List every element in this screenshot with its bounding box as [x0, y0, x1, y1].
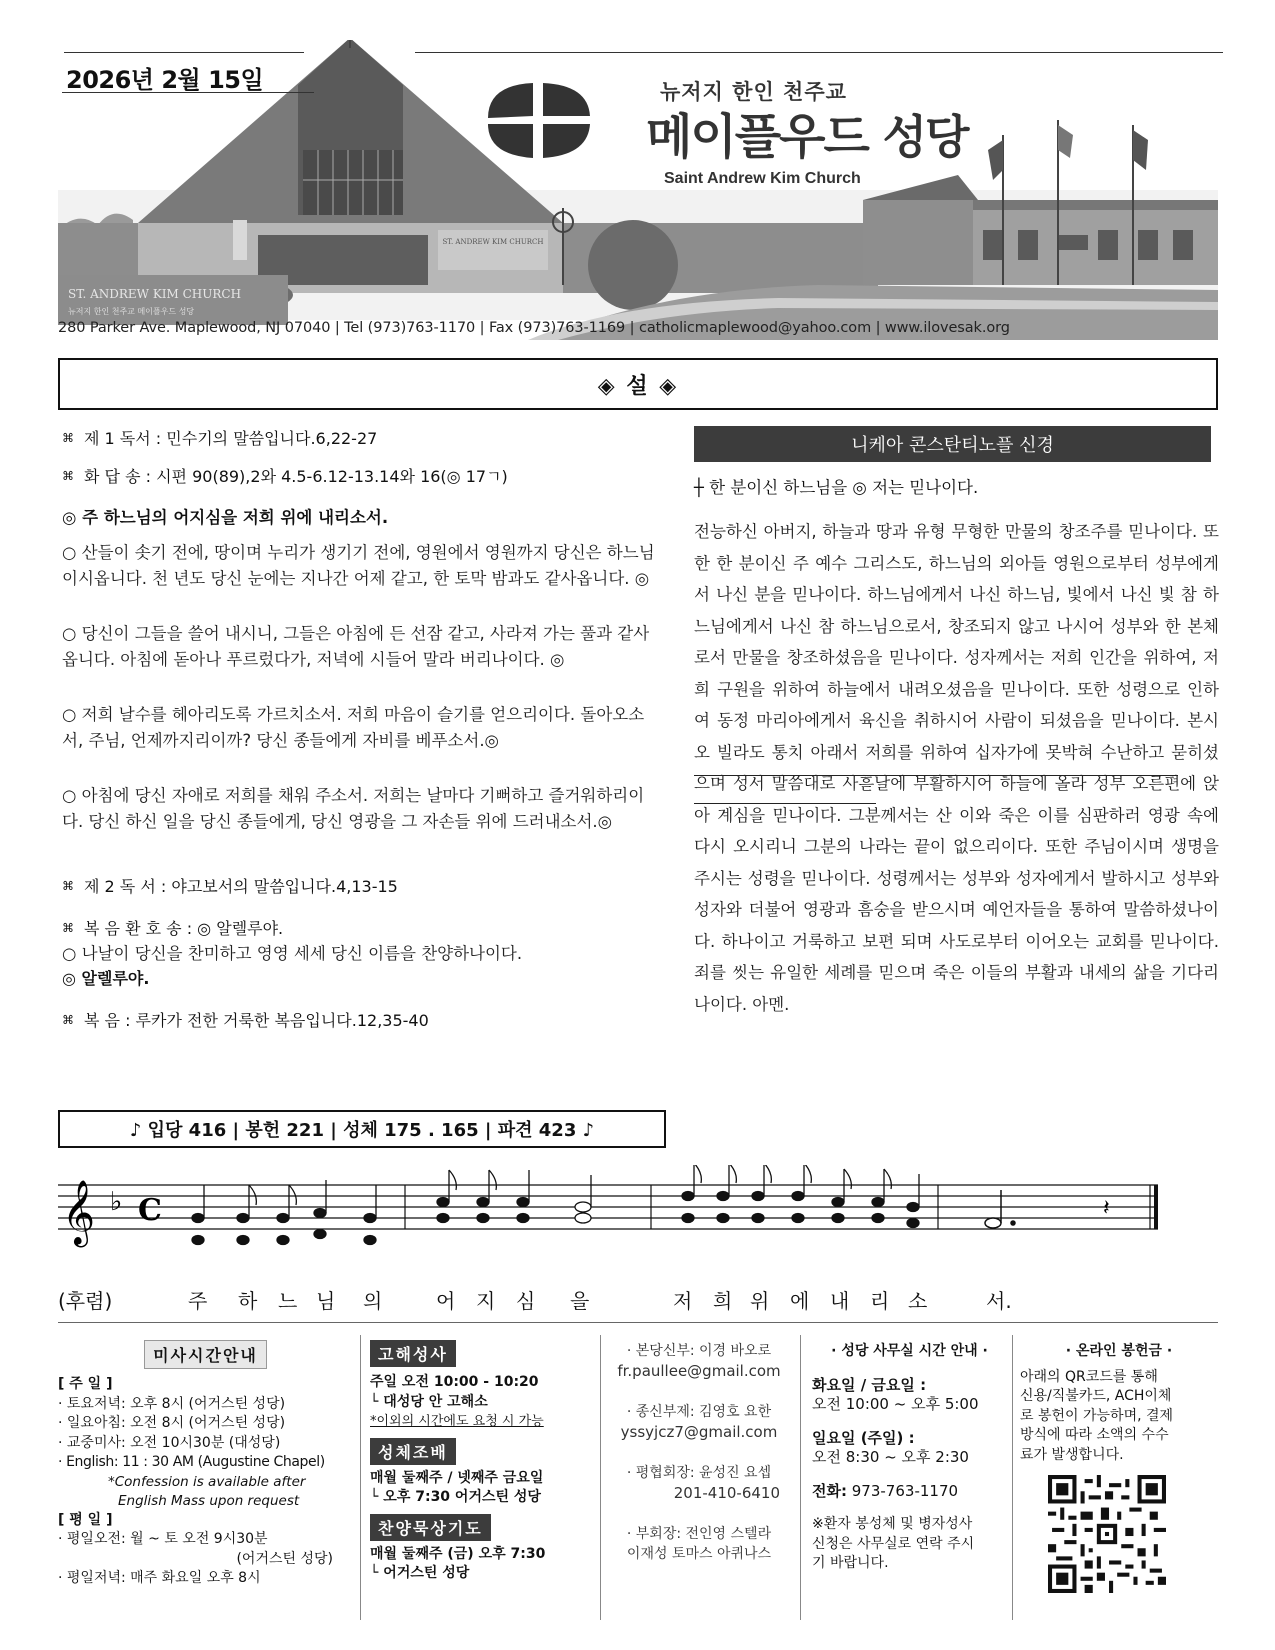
vice-president-name-2: 이재성 토마스 아퀴나스 — [626, 1545, 772, 1562]
church-name-heart: 성당 — [882, 110, 968, 164]
date-underline — [62, 92, 314, 93]
footer-divider-vertical — [360, 1335, 361, 1620]
pastor-email[interactable]: fr.paullee@gmail.com — [617, 1361, 781, 1380]
online-offering-text: 로 봉헌이 가능하며, 결제 — [1020, 1407, 1174, 1424]
rosary-title: 찬양묵상기도 — [370, 1514, 491, 1541]
alleluia-label: 복 음 환 호 송 : ◎ 알렐루야. — [84, 919, 284, 938]
staff-section — [604, 1342, 794, 1586]
weekday-item: (어거스틴 성당) — [236, 1550, 333, 1567]
lyric-syllable: 을 — [570, 1289, 590, 1313]
cross-bullet-icon: ⌘ — [62, 469, 74, 483]
lyric-syllable: 주 — [188, 1289, 208, 1313]
mass-item: · English: 11 : 30 AM (Augustine Chapel) — [58, 1454, 325, 1470]
church-name-english: Saint Andrew Kim Church — [664, 170, 861, 187]
contact-line: 280 Parker Ave. Maplewood, NJ 07040 | Tel (973)763-1170 | Fax (973)763-1169 | catholicmaplewood@yahoo.com | www.ilovesak.org — [58, 320, 1010, 336]
confession-title: 고해성사 — [370, 1340, 456, 1367]
confession-place: └ 대성당 안 고해소 — [370, 1393, 488, 1410]
alleluia — [62, 918, 283, 940]
lyric-syllable: 저 — [673, 1289, 693, 1313]
office-hours-section — [812, 1342, 1007, 1574]
weekday-item: · 평일오전: 월 ~ 토 오전 9시30분 — [58, 1531, 268, 1547]
weekday-item: · 평일저녁: 매주 화요일 오후 8시 — [58, 1570, 261, 1586]
lyric-syllable: 하 — [238, 1289, 258, 1313]
office-phone-line — [812, 1482, 1007, 1502]
top-rule-left — [64, 52, 304, 53]
lyric-syllable: 에 — [790, 1289, 810, 1313]
mass-item: · 일요아침: 오전 8시 (어거스틴 성당) — [58, 1415, 286, 1431]
psalm-verse-4: ○ 아침에 당신 자애로 저희를 채워 주소서. 저희는 날마다 기뻐하고 즐거워하리이다. 당신 하신 일을 당신 종들에게, 당신 영광을 그 자손들 위에 드러내소서.◎ — [62, 786, 645, 831]
treble-clef-icon: 𝄞 — [62, 1180, 96, 1245]
flat-sign-icon: ♭ — [110, 1187, 123, 1217]
lyric-syllable: 님 — [316, 1289, 336, 1313]
footer-divider-vertical — [800, 1335, 801, 1620]
office-sunday-label: 일요일 (주일) : — [812, 1428, 915, 1447]
lyric-syllable: 지 — [476, 1289, 496, 1313]
mass-times-title: 미사시간안내 — [144, 1340, 267, 1369]
psalm-refrain: ◎ 주 하느님의 어지심을 저희 위에 내리소서. — [62, 508, 389, 527]
office-weekday-hours: 오전 10:00 ~ 오후 5:00 — [812, 1395, 979, 1413]
creed-underline — [694, 803, 876, 804]
english-note: *Confession is available after — [108, 1473, 306, 1490]
first-reading — [62, 428, 377, 450]
office-phone-label: 전화: — [812, 1481, 847, 1500]
footer-divider-vertical — [600, 1335, 601, 1620]
psalm-text: 화 답 송 : 시편 90(89),2와 4.5-6.12-13.14와 16(◎ 17ㄱ) — [84, 467, 508, 486]
psalm — [62, 466, 508, 488]
online-offering-text: 료가 발생합니다. — [1020, 1446, 1124, 1463]
church-name-small: 뉴저지 한인 천주교 — [660, 80, 847, 104]
online-offering-text: 방식에 따라 소액의 수수 — [1020, 1427, 1169, 1443]
lyric-syllable: (후렴) — [58, 1289, 113, 1313]
church-logo — [478, 70, 978, 187]
deacon-name: · 종신부제: 김영호 요한 — [626, 1404, 772, 1420]
alleluia-refrain: ◎ 알렐루야. — [62, 969, 150, 988]
confession-note: *이외의 시간에도 요청 시 가능 — [370, 1414, 544, 1429]
online-offering-text: 신용/직불카드, ACH이체 — [1020, 1388, 1172, 1404]
alleluia-verse: ○ 나날이 당신을 찬미하고 영영 세세 당신 이름을 찬양하나이다. — [62, 944, 523, 963]
rosary-place: └ 어거스틴 성당 — [370, 1565, 470, 1581]
gospel-text: 복 음 : 루카가 전한 거룩한 복음입니다.12,35-40 — [84, 1011, 429, 1030]
music-score — [58, 1165, 1218, 1305]
first-reading-text: 제 1 독서 : 민수기의 말씀입니다.6,22-27 — [84, 429, 378, 448]
psalm-verse-2: ○ 당신이 그들을 쓸어 내시니, 그들은 아침에 든 선잠 같고, 사라져 가는 풀과 같사옵니다. 아침에 돋아나 푸르렀다가, 저녁에 시들어 말라 버리나이다. ◎ — [62, 624, 650, 669]
psalm-verse-3: ○ 저희 날수를 헤아리도록 가르치소서. 저희 마음이 슬기를 얻으리이다. 돌아오소서, 주님, 언제까지리이까? 당신 종들에게 자비를 베푸소서.◎ — [62, 705, 645, 750]
vice-president-name: · 부회장: 전인영 스텔라 — [626, 1526, 772, 1542]
cross-bullet-icon: ⌘ — [62, 921, 74, 935]
bulletin-date: 2026년 2월 15일 — [66, 66, 264, 94]
office-note: ※환자 봉성체 및 병자성사 — [812, 1516, 973, 1532]
time-signature: C — [138, 1193, 162, 1228]
creed-title: 니케아 콘스탄티노플 신경 — [694, 426, 1211, 462]
office-note: 기 바랍니다. — [812, 1555, 889, 1571]
cross-bullet-icon: ⌘ — [62, 431, 74, 445]
cross-bullet-icon: ⌘ — [62, 1013, 74, 1027]
measure-3-notes — [682, 1165, 919, 1228]
building-sign-text: ST. ANDREW KIM CHURCH — [442, 238, 544, 246]
footer-divider-vertical — [1012, 1335, 1013, 1620]
office-note: 신청은 사무실로 연락 주시 — [812, 1535, 975, 1552]
pastor-name: · 본당신부: 이경 바오로 — [626, 1343, 772, 1359]
sunday-label: [ 주 일 ] — [58, 1376, 113, 1392]
lyric-syllable: 위 — [750, 1289, 770, 1313]
lyric-syllable: 의 — [363, 1289, 383, 1313]
online-offering-text: 아래의 QR코드를 통해 — [1020, 1368, 1158, 1385]
lyric-syllable: 어 — [436, 1289, 456, 1313]
lyric-syllable: 희 — [713, 1289, 733, 1313]
adoration-title: 성체조배 — [370, 1438, 456, 1465]
qr-code-icon[interactable] — [1048, 1475, 1166, 1593]
creed-body: 전능하신 아버지, 하늘과 땅과 유형 무형한 만물의 창조주를 믿나이다. 또한 한 분이신 주 예수 그리스도, 하느님의 외아들 영원으로부터 성부에게서 나신 분을 믿나이다. 하느님에게서 나신 하느님, 빛에서 나신 빛 참 하느님에게서 나신 참 하느님으로서, 창조되지 않고 나시어 성부와 한 본체로서 만물을 창조하셨음을 믿나이다. 성자께서는 저희 인간을 위하여, 저희 구원을 위하여 하늘에서 내려오셨음을 믿나이다. 또한 성령으로 인하여 동정 마리아에게서 육신을 취하시어 사람이 되셨음을 믿나이다. 본시오 빌라도 통치 아래서 저희를 위하여 십자가에 못박혀 수난하고 묻히셨으며 성서 말씀대로 사흗날에 부활하시어 하늘에 올라 성부 오른편에 앉아 계심을 믿나이다. 그분께서는 산 이와 죽은 이를 심판하러 영광 속에 다시 오시리니 그분의 나라는 끝이 없으리이다. 또한 주님이시며 생명을 주시는 성령을 믿나이다. 성령께서는 성부와 성자에게서 발하시고 성부와 성자와 더불어 영광과 흠숭을 받으시며 예언자들을 통하여 말씀하셨나이다. 하나이고 거룩하고 보편 되며 사도로부터 이어오는 교회를 믿나이다. 죄를 씻는 유일한 세례를 믿으며 죽은 이들의 부활과 내세의 삶을 기다리나이다. 아멘. — [694, 522, 1219, 1014]
adoration-place: └ 오후 7:30 어거스틴 성당 — [370, 1489, 541, 1505]
cross-bullet-icon: ⌘ — [62, 879, 74, 893]
creed-underline — [694, 775, 1178, 776]
rosary-time: 매월 둘째주 (금) 오후 7:30 — [370, 1545, 546, 1562]
hymn-numbers: ♪ 입당 416 | 봉헌 221 | 성체 175 . 165 | 파견 423 ♪ — [58, 1110, 666, 1148]
music-lyrics — [58, 1285, 1218, 1315]
adoration-time: 매월 둘째주 / 넷째주 금요일 — [370, 1469, 544, 1486]
lyric-syllable: 소 — [908, 1289, 928, 1313]
footer-divider — [58, 1322, 1218, 1323]
feast-title: ◈ 설 ◈ — [597, 373, 679, 399]
online-offering-title: · 온라인 봉헌금 · — [1065, 1343, 1173, 1359]
stone-sign-subtext: 뉴저지 한인 천주교 메이플우드 성당 — [68, 307, 195, 316]
bulletin-header — [58, 40, 1218, 340]
psalm-verse-1: ○ 산들이 솟기 전에, 땅이며 누리가 생기기 전에, 영원에서 영원까지 당신은 하느님이시옵니다. 천 년도 당신 눈에는 지나간 어제 같고, 한 토막 밤과도 같사옵니다. ◎ — [62, 543, 655, 588]
second-reading — [62, 876, 398, 898]
office-weekday-label: 화요일 / 금요일 : — [812, 1375, 927, 1394]
lyric-syllable: 리 — [870, 1289, 890, 1313]
church-name-main: 메이플우드 — [646, 109, 868, 165]
weekday-label: [ 평 일 ] — [58, 1511, 113, 1528]
lyric-syllable: 느 — [278, 1289, 298, 1313]
lyric-syllable: 내 — [830, 1289, 850, 1313]
president-name: · 평협회장: 윤성진 요셉 — [626, 1465, 772, 1481]
creed-intro: ┼ 한 분이신 하느님을 ◎ 저는 믿나이다. — [694, 478, 979, 497]
office-sunday-hours: 오전 8:30 ~ 오후 2:30 — [812, 1448, 969, 1466]
church-name-big — [646, 98, 967, 167]
mass-item: · 교중미사: 오전 10시30분 (대성당) — [58, 1434, 281, 1451]
mass-times-section — [58, 1340, 353, 1589]
english-note: English Mass upon request — [118, 1492, 300, 1509]
lyric-syllable: 심 — [516, 1289, 536, 1313]
office-hours-title: · 성당 사무실 시간 안내 · — [831, 1343, 988, 1359]
cross-logo-icon — [478, 80, 598, 160]
mass-item: · 토요저녁: 오후 8시 (어거스틴 성당) — [58, 1395, 286, 1412]
measure-1-notes — [192, 1180, 376, 1245]
feast-title-box — [58, 358, 1218, 410]
lyric-syllable: 서. — [986, 1289, 1012, 1313]
deacon-email[interactable]: yssyjcz7@gmail.com — [620, 1422, 778, 1441]
office-phone: 973-763-1170 — [851, 1481, 959, 1500]
quarter-rest-icon: 𝄽 — [1103, 1196, 1110, 1221]
online-offering-section — [1020, 1342, 1218, 1597]
sacraments-section — [370, 1340, 595, 1584]
second-reading-text: 제 2 독 서 : 야고보서의 말씀입니다.4,13-15 — [84, 877, 398, 896]
stone-sign-text: ST. ANDREW KIM CHURCH — [68, 287, 242, 301]
gospel — [62, 1010, 429, 1032]
top-rule-right — [415, 52, 1223, 53]
president-phone: 201-410-6410 — [673, 1483, 780, 1502]
confession-time: 주일 오전 10:00 - 10:20 — [370, 1374, 539, 1390]
